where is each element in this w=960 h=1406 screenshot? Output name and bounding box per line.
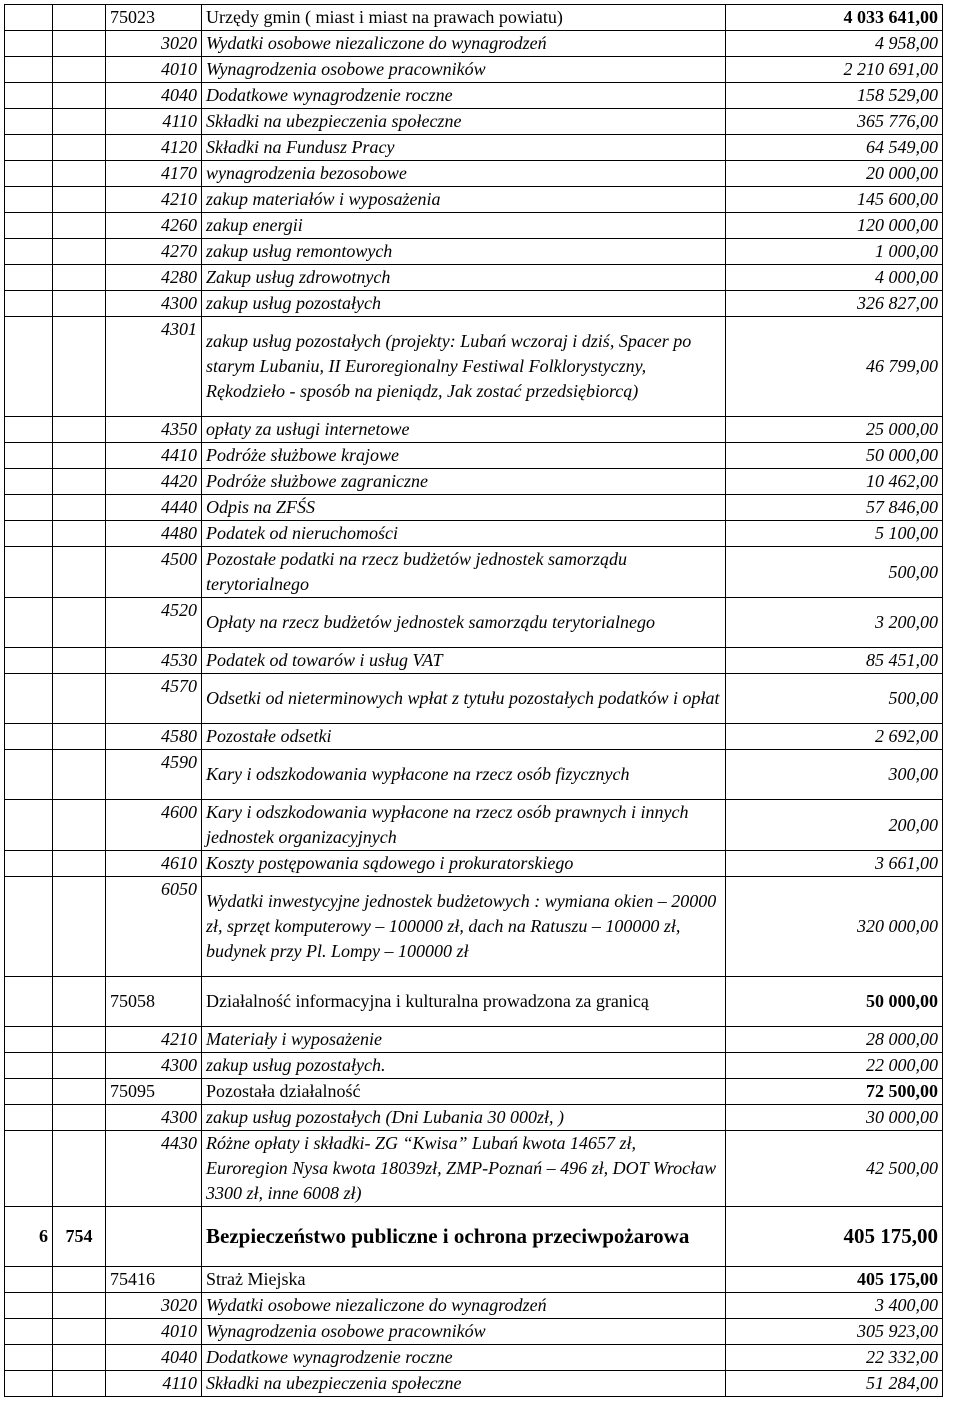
item-amount: 46 799,00: [726, 317, 943, 417]
paragraph-code: 4590: [106, 750, 202, 800]
section-cell: [5, 674, 53, 724]
item-amount: 5 100,00: [726, 521, 943, 547]
paragraph-code: 4040: [106, 1345, 202, 1371]
chapter-row: [5, 5, 943, 31]
paragraph-code: 3020: [106, 31, 202, 57]
chapter-cell: [53, 851, 106, 877]
budget-table-body: [5, 5, 943, 1397]
paragraph-code: 4210: [106, 1027, 202, 1053]
item-description: Różne opłaty i składki- ZG “Kwisa” Lubań kwota 14657 zł, Euroregion Nysa kwota 18039zł, ZMP-Poznań – 496 zł, DOT Wrocław 3300 zł, inne 6008 zł): [202, 1131, 726, 1207]
item-amount: 320 000,00: [726, 877, 943, 977]
paragraph-code: 4210: [106, 187, 202, 213]
table-row: [5, 1131, 943, 1207]
item-description: zakup materiałów i wyposażenia: [202, 187, 726, 213]
item-amount: 64 549,00: [726, 135, 943, 161]
item-amount: 305 923,00: [726, 1319, 943, 1345]
item-amount: 50 000,00: [726, 443, 943, 469]
table-row: [5, 135, 943, 161]
table-row: [5, 521, 943, 547]
table-row: [5, 57, 943, 83]
table-row: [5, 851, 943, 877]
item-description: zakup usług pozostałych (projekty: Lubań wczoraj i dziś, Spacer po starym Lubaniu, II Euroregionalny Festiwal Folklorystyczny, Rękodzieło - sposób na pieniądz, Jak zostać przedsiębiorcą): [202, 317, 726, 417]
chapter-cell: [53, 1079, 106, 1105]
chapter-row: [5, 1267, 943, 1293]
table-row: [5, 800, 943, 851]
section-cell: [5, 1027, 53, 1053]
table-row: [5, 239, 943, 265]
table-row: [5, 648, 943, 674]
item-amount: 500,00: [726, 547, 943, 598]
item-amount: 158 529,00: [726, 83, 943, 109]
section-cell: [5, 547, 53, 598]
chapter-cell: [53, 443, 106, 469]
chapter-cell: [53, 265, 106, 291]
paragraph-code: 3020: [106, 1293, 202, 1319]
rozdzial-code: 75095: [106, 1079, 202, 1105]
section-cell: [5, 800, 53, 851]
item-description: Odsetki od nieterminowych wpłat z tytułu pozostałych podatków i opłat: [202, 674, 726, 724]
item-description: Podatek od nieruchomości: [202, 521, 726, 547]
item-description: Wydatki osobowe niezaliczone do wynagrodzeń: [202, 31, 726, 57]
section-cell: [5, 1345, 53, 1371]
item-amount: 85 451,00: [726, 648, 943, 674]
item-description: zakup usług remontowych: [202, 239, 726, 265]
paragraph-code: 4500: [106, 547, 202, 598]
chapter-cell: [53, 109, 106, 135]
chapter-cell: [53, 83, 106, 109]
rozdzial-code: 75058: [106, 977, 202, 1027]
item-description: Składki na ubezpieczenia społeczne: [202, 1371, 726, 1397]
item-amount: 28 000,00: [726, 1027, 943, 1053]
table-row: [5, 417, 943, 443]
table-row: [5, 1371, 943, 1397]
item-description: Opłaty na rzecz budżetów jednostek samorządu terytorialnego: [202, 598, 726, 648]
chapter-cell: [53, 31, 106, 57]
item-description: Koszty postępowania sądowego i prokuratorskiego: [202, 851, 726, 877]
chapter-cell: [53, 521, 106, 547]
item-amount: 200,00: [726, 800, 943, 851]
table-row: [5, 213, 943, 239]
section-cell: [5, 521, 53, 547]
item-amount: 22 332,00: [726, 1345, 943, 1371]
paragraph-code: 4420: [106, 469, 202, 495]
table-row: [5, 724, 943, 750]
table-row: [5, 317, 943, 417]
section-cell: [5, 265, 53, 291]
table-row: [5, 83, 943, 109]
chapter-cell: [53, 1131, 106, 1207]
paragraph-code: 4110: [106, 109, 202, 135]
chapter-row: [5, 977, 943, 1027]
item-amount: 3 661,00: [726, 851, 943, 877]
section-cell: [5, 1053, 53, 1079]
paragraph-code: 4410: [106, 443, 202, 469]
item-amount: 4 000,00: [726, 265, 943, 291]
item-description: Wynagrodzenia osobowe pracowników: [202, 1319, 726, 1345]
section-cell: [5, 750, 53, 800]
section-chapter: 754: [53, 1207, 106, 1267]
item-description: opłaty za usługi internetowe: [202, 417, 726, 443]
item-description: zakup energii: [202, 213, 726, 239]
item-description: Wydatki osobowe niezaliczone do wynagrodzeń: [202, 1293, 726, 1319]
chapter-row: [5, 1079, 943, 1105]
section-cell: [5, 648, 53, 674]
item-description: Podróże służbowe zagraniczne: [202, 469, 726, 495]
paragraph-code: 4010: [106, 1319, 202, 1345]
table-row: [5, 161, 943, 187]
item-amount: 4 958,00: [726, 31, 943, 57]
item-amount: 10 462,00: [726, 469, 943, 495]
chapter-cell: [53, 469, 106, 495]
item-description: Kary i odszkodowania wypłacone na rzecz osób prawnych i innych jednostek organizacyjnych: [202, 800, 726, 851]
paragraph-code: 4520: [106, 598, 202, 648]
item-description: Dodatkowe wynagrodzenie roczne: [202, 83, 726, 109]
section-cell: [5, 469, 53, 495]
item-amount: 4 033 641,00: [726, 5, 943, 31]
section-cell: [5, 1371, 53, 1397]
paragraph-code: 4301: [106, 317, 202, 417]
item-amount: 3 200,00: [726, 598, 943, 648]
chapter-cell: [53, 1319, 106, 1345]
paragraph-code: 4440: [106, 495, 202, 521]
chapter-cell: [53, 239, 106, 265]
chapter-cell: [53, 57, 106, 83]
chapter-cell: [53, 213, 106, 239]
section-cell: [5, 1267, 53, 1293]
item-amount: 2 210 691,00: [726, 57, 943, 83]
item-amount: 120 000,00: [726, 213, 943, 239]
item-description: Odpis na ZFŚS: [202, 495, 726, 521]
budget-table: [4, 4, 943, 1397]
item-description: Pozostałe odsetki: [202, 724, 726, 750]
paragraph-code: 4570: [106, 674, 202, 724]
chapter-cell: [53, 674, 106, 724]
item-description: zakup usług pozostałych (Dni Lubania 30 000zł, ): [202, 1105, 726, 1131]
section-cell: [5, 851, 53, 877]
table-row: [5, 674, 943, 724]
chapter-cell: [53, 417, 106, 443]
section-cell: [5, 291, 53, 317]
section-cell: [5, 1105, 53, 1131]
item-amount: 72 500,00: [726, 1079, 943, 1105]
item-description: Wydatki inwestycyjne jednostek budżetowych : wymiana okien – 20000 zł, sprzęt komputerowy – 100000 zł, dach na Ratuszu – 100000 zł, budynek przy Pl. Lompy – 100000 zł: [202, 877, 726, 977]
chapter-cell: [53, 724, 106, 750]
paragraph-code: 4350: [106, 417, 202, 443]
chapter-cell: [53, 317, 106, 417]
item-description: Straż Miejska: [202, 1267, 726, 1293]
section-cell: [5, 5, 53, 31]
table-row: [5, 750, 943, 800]
section-cell: [5, 109, 53, 135]
paragraph-code: 4300: [106, 291, 202, 317]
item-description: Składki na Fundusz Pracy: [202, 135, 726, 161]
section-cell: [5, 1131, 53, 1207]
table-row: [5, 1293, 943, 1319]
chapter-cell: [53, 291, 106, 317]
section-cell: [5, 598, 53, 648]
item-description: Zakup usług zdrowotnych: [202, 265, 726, 291]
paragraph-code: 4610: [106, 851, 202, 877]
table-row: [5, 291, 943, 317]
item-amount: 500,00: [726, 674, 943, 724]
table-row: [5, 547, 943, 598]
section-cell: [5, 495, 53, 521]
item-description: Działalność informacyjna i kulturalna prowadzona za granicą: [202, 977, 726, 1027]
chapter-cell: [53, 877, 106, 977]
item-amount: 20 000,00: [726, 161, 943, 187]
item-description: Pozostałe podatki na rzecz budżetów jednostek samorządu terytorialnego: [202, 547, 726, 598]
rozdzial-code: 75023: [106, 5, 202, 31]
paragraph-code: 4600: [106, 800, 202, 851]
table-row: [5, 1319, 943, 1345]
table-row: [5, 1345, 943, 1371]
item-amount: 42 500,00: [726, 1131, 943, 1207]
table-row: [5, 265, 943, 291]
section-description: Bezpieczeństwo publiczne i ochrona przeciwpożarowa: [202, 1207, 726, 1267]
paragraph-code: 4110: [106, 1371, 202, 1397]
paragraph-code: 6050: [106, 877, 202, 977]
table-row: [5, 877, 943, 977]
section-cell: [5, 1293, 53, 1319]
table-row: [5, 495, 943, 521]
table-row: [5, 1053, 943, 1079]
item-amount: 30 000,00: [726, 1105, 943, 1131]
chapter-cell: [53, 800, 106, 851]
section-cell: [5, 443, 53, 469]
chapter-cell: [53, 598, 106, 648]
item-description: wynagrodzenia bezosobowe: [202, 161, 726, 187]
item-amount: 365 776,00: [726, 109, 943, 135]
table-row: [5, 31, 943, 57]
table-row: [5, 469, 943, 495]
item-amount: 25 000,00: [726, 417, 943, 443]
chapter-cell: [53, 5, 106, 31]
chapter-cell: [53, 1267, 106, 1293]
chapter-cell: [53, 750, 106, 800]
item-amount: 3 400,00: [726, 1293, 943, 1319]
paragraph-code: 4300: [106, 1053, 202, 1079]
paragraph-code: 4280: [106, 265, 202, 291]
item-amount: 50 000,00: [726, 977, 943, 1027]
section-cell: [5, 31, 53, 57]
item-description: Dodatkowe wynagrodzenie roczne: [202, 1345, 726, 1371]
item-amount: 145 600,00: [726, 187, 943, 213]
item-amount: 1 000,00: [726, 239, 943, 265]
item-amount: 300,00: [726, 750, 943, 800]
chapter-cell: [53, 1293, 106, 1319]
section-cell: [5, 417, 53, 443]
section-cell: [5, 317, 53, 417]
rozdzial-code: 75416: [106, 1267, 202, 1293]
item-description: zakup usług pozostałych: [202, 291, 726, 317]
table-row: [5, 1105, 943, 1131]
paragraph-code: 4040: [106, 83, 202, 109]
section-row: [5, 1207, 943, 1267]
table-row: [5, 598, 943, 648]
chapter-cell: [53, 1371, 106, 1397]
section-cell: [5, 187, 53, 213]
paragraph-code: 4120: [106, 135, 202, 161]
chapter-cell: [53, 495, 106, 521]
paragraph-code: 4170: [106, 161, 202, 187]
table-row: [5, 109, 943, 135]
section-amount: 405 175,00: [726, 1207, 943, 1267]
item-amount: 326 827,00: [726, 291, 943, 317]
paragraph-code: 4430: [106, 1131, 202, 1207]
chapter-cell: [53, 977, 106, 1027]
item-description: Pozostała działalność: [202, 1079, 726, 1105]
item-amount: 22 000,00: [726, 1053, 943, 1079]
paragraph-code: 4010: [106, 57, 202, 83]
section-cell: [5, 1079, 53, 1105]
chapter-cell: [53, 1345, 106, 1371]
section-cell: [5, 135, 53, 161]
section-cell: [5, 1319, 53, 1345]
section-cell: [5, 724, 53, 750]
item-description: zakup usług pozostałych.: [202, 1053, 726, 1079]
item-amount: 2 692,00: [726, 724, 943, 750]
section-cell: [5, 161, 53, 187]
table-row: [5, 443, 943, 469]
chapter-cell: [53, 1105, 106, 1131]
chapter-cell: [53, 648, 106, 674]
section-cell: [5, 83, 53, 109]
chapter-cell: [53, 187, 106, 213]
paragraph-code: 4270: [106, 239, 202, 265]
section-cell: [5, 213, 53, 239]
item-description: Składki na ubezpieczenia społeczne: [202, 109, 726, 135]
paragraph-code: 4530: [106, 648, 202, 674]
section-number: 6: [5, 1207, 53, 1267]
paragraph-code: 4480: [106, 521, 202, 547]
chapter-cell: [53, 1053, 106, 1079]
table-row: [5, 1027, 943, 1053]
paragraph-code: 4580: [106, 724, 202, 750]
table-row: [5, 187, 943, 213]
item-description: Urzędy gmin ( miast i miast na prawach powiatu): [202, 5, 726, 31]
section-cell: [5, 977, 53, 1027]
section-cell: [5, 57, 53, 83]
paragraph-code: 4300: [106, 1105, 202, 1131]
chapter-cell: [53, 1027, 106, 1053]
paragraph-code: 4260: [106, 213, 202, 239]
section-blank: [106, 1207, 202, 1267]
item-description: Materiały i wyposażenie: [202, 1027, 726, 1053]
item-amount: 405 175,00: [726, 1267, 943, 1293]
chapter-cell: [53, 135, 106, 161]
chapter-cell: [53, 547, 106, 598]
item-description: Podatek od towarów i usług VAT: [202, 648, 726, 674]
section-cell: [5, 877, 53, 977]
item-description: Kary i odszkodowania wypłacone na rzecz osób fizycznych: [202, 750, 726, 800]
item-amount: 51 284,00: [726, 1371, 943, 1397]
section-cell: [5, 239, 53, 265]
item-amount: 57 846,00: [726, 495, 943, 521]
item-description: Podróże służbowe krajowe: [202, 443, 726, 469]
chapter-cell: [53, 161, 106, 187]
item-description: Wynagrodzenia osobowe pracowników: [202, 57, 726, 83]
